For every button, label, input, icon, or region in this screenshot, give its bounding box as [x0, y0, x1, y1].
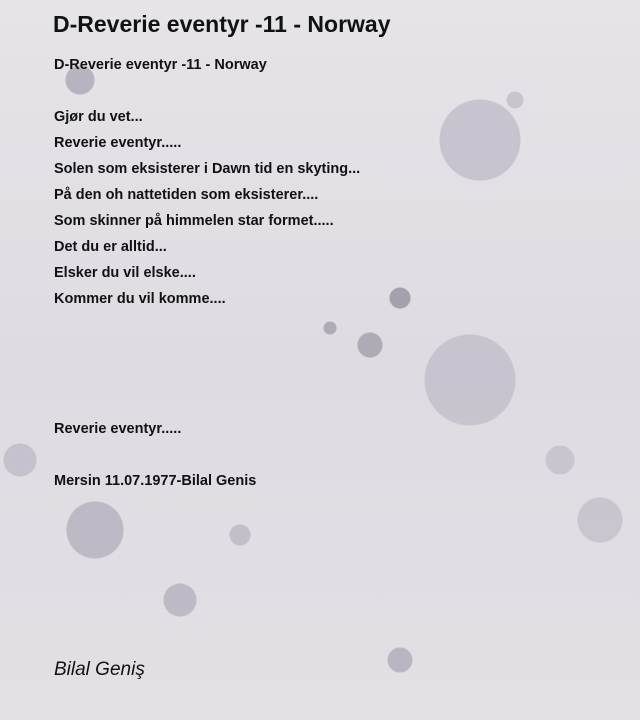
poem-line: Solen som eksisterer i Dawn tid en skyting... [54, 161, 361, 177]
poem-line [54, 342, 614, 368]
poem-title: D-Reverie eventyr -11 - Norway [53, 11, 391, 37]
poem-line: Elsker du vil elske.... [54, 265, 196, 281]
poem-line [54, 82, 614, 108]
poem-line: Gjør du vet... [54, 109, 143, 125]
poem-line [54, 368, 614, 394]
poem-line: Reverie eventyr..... [54, 421, 182, 437]
poem-line: Reverie eventyr..... [54, 135, 182, 151]
poem-line [54, 394, 614, 420]
poem-line: Kommer du vil komme.... [54, 291, 226, 307]
poem-author: Bilal Geniş [54, 659, 145, 680]
poem-line [54, 316, 614, 342]
poem-line: På den oh nattetiden som eksisterer.... [54, 187, 319, 203]
poem-line [54, 446, 614, 472]
poem-line: Mersin 11.07.1977-Bilal Genis [54, 473, 257, 489]
poem-line: Som skinner på himmelen star formet..... [54, 213, 334, 229]
poem-line: D-Reverie eventyr -11 - Norway [54, 57, 267, 73]
poem-body [54, 56, 614, 498]
poem-line: Det du er alltid... [54, 239, 167, 255]
